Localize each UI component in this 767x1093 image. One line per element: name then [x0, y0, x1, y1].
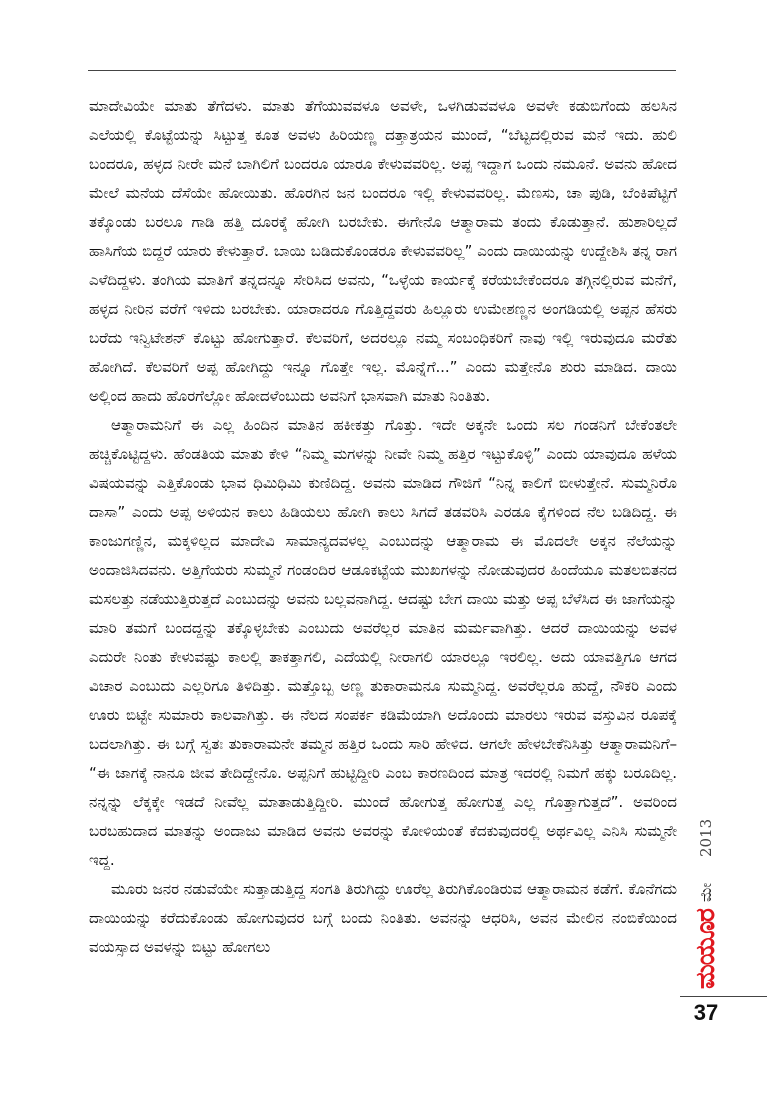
- issue-month: ಮೇ: [697, 882, 715, 902]
- paragraph-3: ಮೂರು ಜನರ ನಡುವೆಯೇ ಸುತ್ತಾಡುತ್ತಿದ್ದ ಸಂಗತಿ ತಿರುಗಿದ್ದು ಊರೆಲ್ಲ ತಿರುಗಿಕೊಂಡಿರುವ ಆತ್ಮಾರಾಮನ ಕಡೆಗೆ. ಕೊನೆಗದು ದಾಯಿಯನ್ನು ಕರೆದುಕೊಂಡು ಹೋಗುವುದರ ಬಗ್ಗೆ ಬಂದು ನಿಂತಿತು. ಅವನನ್ನು ಆಧರಿಸಿ, ಅವನ ಮೇಲಿನ ನಂಬಿಕೆಯಿಂದ ವಯಸ್ಸಾದ ಅವಳನ್ನು ಬಿಟ್ಟು ಹೋಗಲು: [89, 880, 677, 956]
- page-number-rule: [680, 996, 767, 997]
- page-number: 37: [693, 1000, 719, 1025]
- top-rule: [88, 70, 676, 71]
- paragraph-2: ಆತ್ಮಾರಾಮನಿಗೆ ಈ ಎಲ್ಲ ಹಿಂದಿನ ಮಾತಿನ ಹಕೀಕತ್ತು ಗೊತ್ತು. ಇದೇ ಅಕ್ಕನೇ ಒಂದು ಸಲ ಗಂಡನಿಗೆ ಬೇಕೆಂತಲೇ ಹಚ್ಚಿಕೊಟ್ಟಿದ್ದಳು. ಹೆಂಡತಿಯ ಮಾತು ಕೇಳಿ “ನಿಮ್ಮ ಮಗಳನ್ನು ನೀವೇ ನಿಮ್ಮ ಹತ್ತಿರ ಇಟ್ಟುಕೊಳ್ಳಿ” ಎಂದು ಯಾವುದೂ ಹಳೆಯ ವಿಷಯವನ್ನು ಎತ್ತಿಕೊಂಡು ಭಾವ ಧಿಮಿಧಿಮಿ ಕುಣಿದಿದ್ದ. ಅವನು ಮಾಡಿದ ಗೌಜಿಗೆ “ನಿನ್ನ ಕಾಲಿಗೆ ಬೀಳುತ್ತೇನೆ. ಸುಮ್ಮನಿರೊ ದಾಸಾ” ಎಂದು ಅಪ್ಪ ಅಳಿಯನ ಕಾಲು ಹಿಡಿಯಲು ಹೋಗಿ ಕಾಲು ಸಿಗದೆ ತಡವರಿಸಿ ಎರಡೂ ಕೈಗಳಿಂದ ನೆಲ ಬಡಿದಿದ್ದ. ಈ ಕಾಂಜುಗಣ್ಣಿನ, ಮಕ್ಕಳಿಲ್ಲದ ಮಾದೇವಿ ಸಾಮಾನ್ಯದವಳಲ್ಲ ಎಂಬುದನ್ನು ಆತ್ಮಾರಾಮ ಈ ಮೊದಲೇ ಅಕ್ಕನ ನೆಲೆಯನ್ನು ಅಂದಾಜಿಸಿದವನು. ಅತ್ತಿಗೆಯರು ಸುಮ್ಮನೆ ಗಂಡಂದಿರ ಆಡೂಕಟ್ಟೆಯ ಮುಖಗಳನ್ನು ನೋಡುವುದರ ಹಿಂದೆಯೂ ಮತಲಬಿತನದ ಮಸಲತ್ತು ನಡೆಯುತ್ತಿರುತ್ತದೆ ಎಂಬುದನ್ನು ಅವನು ಬಲ್ಲವನಾಗಿದ್ದ. ಆದಷ್ಟು ಬೇಗ ದಾಯಿ ಮತ್ತು ಅಪ್ಪ ಬೆಳೆಸಿದ ಈ ಜಾಗೆಯನ್ನು ಮಾರಿ ತಮಗೆ ಬಂದದ್ದನ್ನು ತಕ್ಕೊಳ್ಳಬೇಕು ಎಂಬುದು ಅವರೆಲ್ಲರ ಮಾತಿನ ಮರ್ಮವಾಗಿತ್ತು. ಆದರೆ ದಾಯಿಯನ್ನು ಅವಳ ಎದುರೇ ನಿಂತು ಕೇಳುವಷ್ಟು ಕಾಲಲ್ಲಿ ತಾಕತ್ತಾಗಲಿ, ಎದೆಯಲ್ಲಿ ನೀರಾಗಲಿ ಯಾರಲ್ಲೂ ಇರಲಿಲ್ಲ. ಅದು ಯಾವತ್ತಿಗೂ ಆಗದ ವಿಚಾರ ಎಂಬುದು ಎಲ್ಲರಿಗೂ ತಿಳಿದಿತ್ತು. ಮತ್ತೊಬ್ಬ ಅಣ್ಣ ತುಕಾರಾಮನೂ ಸುಮ್ಮನಿದ್ದ. ಅವರೆಲ್ಲರೂ ಹುದ್ದೆ, ನೌಕರಿ ಎಂದು ಊರು ಬಿಟ್ಟೇ ಸುಮಾರು ಕಾಲವಾಗಿತ್ತು. ಈ ನೆಲದ ಸಂಪರ್ಕ ಕಡಿಮೆಯಾಗಿ ಅದೊಂದು ಮಾರಲು ಇರುವ ವಸ್ತುವಿನ ರೂಪಕ್ಕೆ ಬದಲಾಗಿತ್ತು. ಈ ಬಗ್ಗೆ ಸ್ವತಃ ತುಕಾರಾಮನೇ ತಮ್ಮನ ಹತ್ತಿರ ಒಂದು ಸಾರಿ ಹೇಳಿದ. ಆಗಲೇ ಹೇಳಬೇಕೆನಿಸಿತ್ತು ಆತ್ಮಾರಾಮನಿಗೆ– “ಈ ಜಾಗಕ್ಕೆ ನಾನೂ ಜೀವ ತೇದಿದ್ದೇನೊ. ಅಪ್ಪನಿಗೆ ಹುಟ್ಟಿದ್ದೀರಿ ಎಂಬ ಕಾರಣದಿಂದ ಮಾತ್ರ ಇದರಲ್ಲಿ ನಿಮಗೆ ಹಕ್ಕು ಬರೂದಿಲ್ಲ. ನನ್ನನ್ನು ಲೆಕ್ಕಕ್ಕೇ ಇಡದೆ ನೀವೆಲ್ಲ ಮಾತಾಡುತ್ತಿದ್ದೀರಿ. ಮುಂದೆ ಹೋಗುತ್ತ ಹೋಗುತ್ತ ಎಲ್ಲ ಗೊತ್ತಾಗುತ್ತದೆ”. ಅವರಿಂದ ಬರಬಹುದಾದ ಮಾತನ್ನು ಅಂದಾಜು ಮಾಡಿದ ಅವನು ಅವರನ್ನು ಕೋಳಿಯಂತೆ ಕೆದಕುವುದರಲ್ಲಿ ಅರ್ಥವಿಲ್ಲ ಎನಿಸಿ ಸುಮ್ಮನೇ ಇದ್ದ.: [89, 416, 677, 869]
- issue-year: 2013: [697, 818, 715, 858]
- paragraph-1: ಮಾದೇವಿಯೇ ಮಾತು ತೆಗೆದಳು. ಮಾತು ತೆಗೆಯುವವಳೂ ಅವಳೇ, ಒಳಗಿಡುವವಳೂ ಅವಳೇ ಕಡುಬಿಗೆಂದು ಹಲಸಿನ ಎಲೆಯಲ್ಲಿ ಕೊಟ್ಟೆಯನ್ನು ಸಿಟ್ಟುತ್ತ ಕೂತ ಅವಳು ಹಿರಿಯಣ್ಣ ದತ್ತಾತ್ರಯನ ಮುಂದೆ, “ಬೆಟ್ಟದಲ್ಲಿರುವ ಮನೆ ಇದು. ಹುಲಿ ಬಂದರೂ, ಹಳ್ಳದ ನೀರೇ ಮನೆ ಬಾಗಿಲಿಗೆ ಬಂದರೂ ಯಾರೂ ಕೇಳುವವರಿಲ್ಲ. ಅಪ್ಪ ಇದ್ದಾಗ ಒಂದು ನಮೂನೆ. ಅವನು ಹೋದ ಮೇಲೆ ಮನೆಯ ದೆಸೆಯೇ ಹೋಯಿತು. ಹೊರಗಿನ ಜನ ಬಂದರೂ ಇಲ್ಲಿ ಕೇಳುವವರಿಲ್ಲ. ಮೆಣಸು, ಚಾ ಪುಡಿ, ಬೆಂಕಿಪೆಟ್ಟಿಗೆ ತಕ್ಕೊಂಡು ಬರಲೂ ಗಾಡಿ ಹತ್ತಿ ದೂರಕ್ಕೆ ಹೋಗಿ ಬರಬೇಕು. ಈಗೇನೊ ಆತ್ಮಾರಾಮ ತಂದು ಕೊಡುತ್ತಾನೆ. ಹುಶಾರಿಲ್ಲದೆ ಹಾಸಿಗೆಯ ಬಿದ್ದರೆ ಯಾರು ಕೇಳುತ್ತಾರೆ. ಬಾಯಿ ಬಡಿದುಕೊಂಡರೂ ಕೇಳುವವರಿಲ್ಲ” ಎಂದು ದಾಯಿಯನ್ನು ಉದ್ದೇಶಿಸಿ ತನ್ನ ರಾಗ ಎಳೆದಿದ್ದಳು. ತಂಗಿಯ ಮಾತಿಗೆ ತನ್ನದನ್ನೂ ಸೇರಿಸಿದ ಅವನು, “ಒಳ್ಳೆಯ ಕಾರ್ಯಕ್ಕೆ ಕರೆಯಬೇಕೆಂದರೂ ತಗ್ಗಿನಲ್ಲಿರುವ ಮನೆಗೆ, ಹಳ್ಳದ ನೀರಿನ ವರೆಗೆ ಇಳಿದು ಬರಬೇಕು. ಯಾರಾದರೂ ಗೊತ್ತಿದ್ದವರು ಹಿಲ್ಲೂರು ಉಮೇಶಣ್ಣನ ಅಂಗಡಿಯಲ್ಲಿ ಅಪ್ಪನ ಹೆಸರು ಬರೆದು ಇನ್ವಿಟೇಶನ್ ಕೊಟ್ಟು ಹೋಗುತ್ತಾರೆ. ಕೆಲವರಿಗೆ, ಅದರಲ್ಲೂ ನಮ್ಮ ಸಂಬಂಧಿಕರಿಗೆ ನಾವು ಇಲ್ಲಿ ಇರುವುದೂ ಮರೆತು ಹೋಗಿದೆ. ಕೆಲವರಿಗೆ ಅಪ್ಪ ಹೋಗಿದ್ದು ಇನ್ನೂ ಗೊತ್ತೇ ಇಲ್ಲ. ಮೊನ್ನೆಗೆ...” ಎಂದು ಮತ್ತೇನೊ ಶುರು ಮಾಡಿದ. ದಾಯಿ ಅಲ್ಲಿಂದ ಹಾದು ಹೊರಗೆಲ್ಲೋ ಹೋದಳೆಂಬುದು ಅವನಿಗೆ ಭಾಸವಾಗಿ ಮಾತು ನಿಂತಿತು.: [89, 97, 677, 405]
- magazine-logo: ಮಯೂರ: [691, 909, 721, 989]
- article-body: [89, 92, 677, 962]
